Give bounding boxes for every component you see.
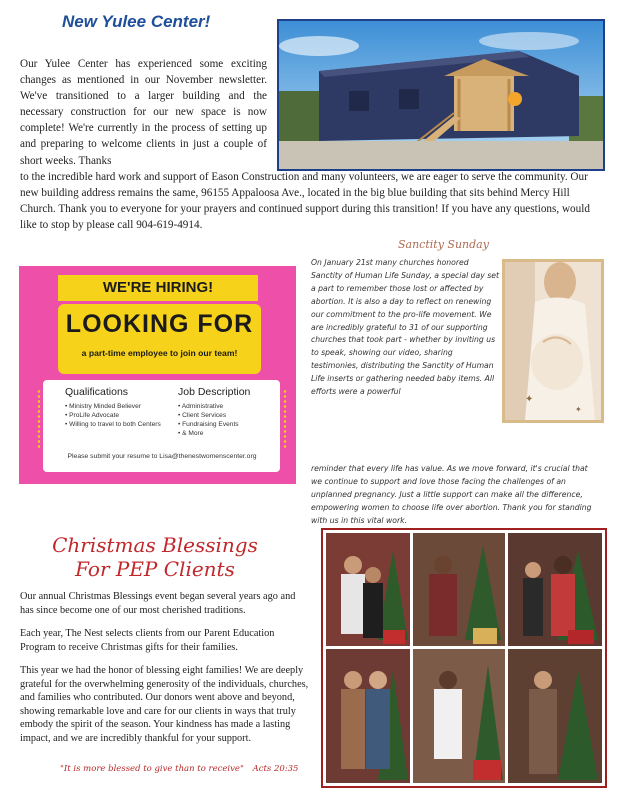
yulee-paragraph-1: Our Yulee Center has experienced some exciting changes as mentioned in our November newsletter. We've transitioned to a larger building and the necessary construction for our new space is now complete! We're currently in the process of setting up and preparing to welcome clients in just a couple of short weeks. Thanks (20, 58, 267, 167)
qualifications-title: Qualifications (65, 386, 129, 398)
christmas-paragraph-2: Each year, The Nest selects clients from our Parent Education Program to receive Christmas gifts for their families. (20, 628, 275, 653)
yulee-section-title: New Yulee Center! (62, 12, 211, 31)
list-item: • Administrative (178, 402, 273, 411)
job-description-list (178, 402, 273, 438)
christmas-title-line-2: For PEP Clients (75, 557, 235, 581)
list-item: • Willing to travel to both Centers (65, 420, 175, 429)
looking-for-headline: LOOKING FOR (65, 310, 254, 338)
yulee-paragraph-2: to the incredible hard work and support of Eason Construction and many volunteers, we are eager to serve the community. Our new building address remains the same, 96155 Appaloosa Ave., located in the big blue building that sits behind Mercy Hill Church. Thank you to everyone for your prayers and continued support during this transition! If you have any questions, would like to stop by please call 904-619-4914. (20, 171, 590, 232)
job-description-title: Job Description (178, 386, 251, 398)
decorative-dots-left (37, 389, 41, 449)
list-item: • & More (178, 429, 273, 438)
svg-text:✦: ✦ (525, 394, 534, 405)
list-item: • ProLife Advocate (65, 411, 175, 420)
pregnant-woman-photo (502, 259, 604, 423)
hiring-banner: WE'RE HIRING! (58, 275, 258, 301)
sanctity-paragraph-1: On January 21st many churches honored Sanctity of Human Life Sunday, a special day set a part to remember those lost or affected by abortion. It is also a day to reflect on renewing our commitment to the pro-life movement. We are incredibly grateful to 31 of our supporting churches that took part - whether by inviting us to speak, showing our video, sharing testimonies, distributing the Sanctity of Human Life inserts or gathering needed baby items. All efforts were a powerful (311, 258, 499, 397)
sanctity-paragraph-2: reminder that every life has value. As we move forward, it's crucial that we continue to support and love those facing the challenges of an unplanned pregnancy. Just a little support can make all the difference, empowering women to choose life over abortion. Thank you for standing with us in this vital work. (311, 464, 592, 525)
hiring-resume-note: Please submit your resume to Lisa@thenestwomenscenter.org (67, 453, 257, 460)
decorative-dots-right (283, 389, 287, 449)
christmas-section-title (20, 533, 290, 581)
christmas-title-line-1: Christmas Blessings (52, 533, 258, 557)
list-item: • Fundraising Events (178, 420, 273, 429)
verse-text: "It is more blessed to give than to receive" (60, 764, 244, 774)
qualifications-list (65, 402, 175, 429)
list-item: • Client Services (178, 411, 273, 420)
christmas-families-photo-collage (321, 528, 607, 788)
christmas-paragraph-1: Our annual Christmas Blessings event began several years ago and has since become one of our most cherished traditions. (20, 591, 296, 616)
christmas-paragraph-3: This year we had the honor of blessing eight families! We are deeply grateful for the overwhelming generosity of the individuals, churches, and families who contributed. Our donors went above and beyond, showing remarkable love and care for our clients in ways that truly embody the spirit of the season. Your kindness has made a lasting impact, and we are incredibly thankful for your support. (20, 665, 309, 744)
list-item: • Ministry Minded Believer (65, 402, 175, 411)
sanctity-section-title: Sanctity Sunday (398, 238, 489, 251)
yulee-building-photo (277, 19, 605, 171)
svg-text:✦: ✦ (575, 405, 582, 414)
bible-verse (60, 764, 322, 774)
verse-reference: Acts 20:35 (252, 764, 299, 774)
looking-for-subline: a part-time employee to join our team! (81, 348, 238, 358)
